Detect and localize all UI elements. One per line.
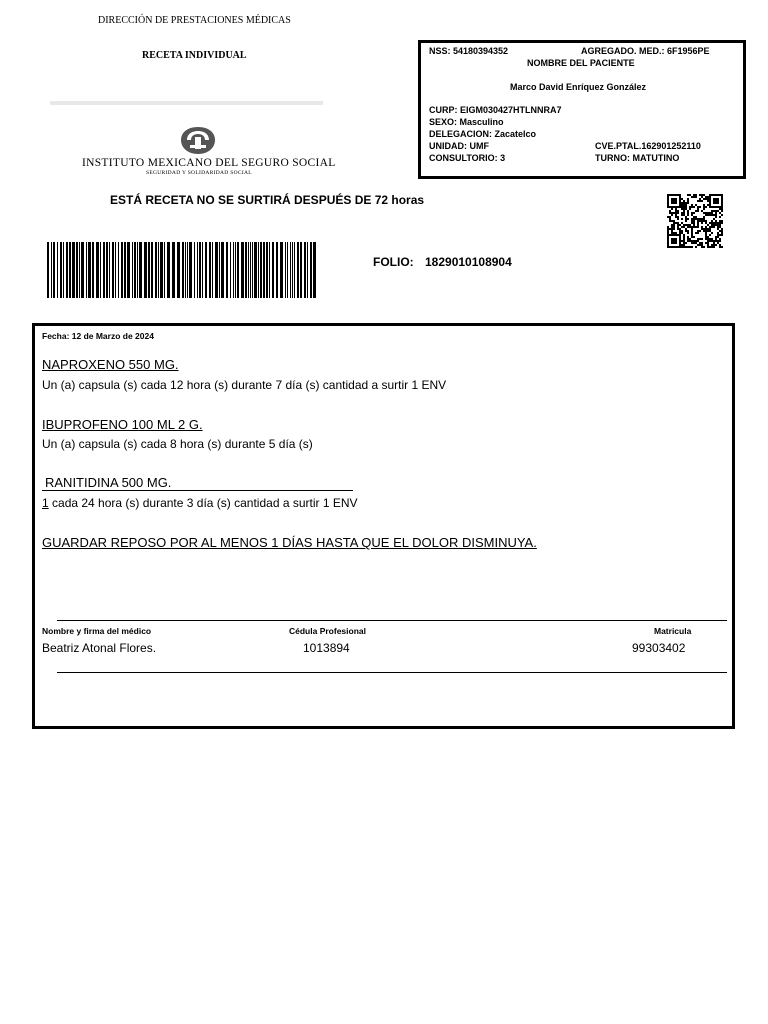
cedula-label: Cédula Profesional [289, 626, 366, 636]
imss-logo-icon [178, 125, 218, 156]
doctor-name-label: Nombre y firma del médico [42, 626, 152, 636]
folio-label: FOLIO: [373, 255, 414, 269]
bottom-line [57, 672, 727, 673]
folio-number: 1829010108904 [425, 255, 512, 269]
dose-quantity: 1 [42, 496, 49, 510]
doctor-cedula: 1013894 [303, 641, 350, 655]
medication-instructions-row [42, 496, 358, 510]
care-instruction: GUARDAR REPOSO POR AL MENOS 1 DÍAS HASTA QUE EL DOLOR DISMINUYA. [42, 535, 537, 550]
turno-field: TURNO: MATUTINO [595, 153, 680, 163]
agregado-field: AGREGADO. MED.: 6F1956PE [581, 46, 710, 56]
curp-field: CURP: EIGM030427HTLNNRA7 [429, 105, 562, 115]
unidad-field: UNIDAD: UMF [429, 141, 489, 151]
doctor-matricula: 99303402 [632, 641, 686, 655]
consultorio-field: CONSULTORIO: 3 [429, 153, 506, 163]
medication-name: NAPROXENO 550 MG. [42, 357, 179, 372]
matricula-label: Matricula [654, 626, 692, 636]
medication-instructions: Un (a) capsula (s) cada 12 hora (s) durante 7 día (s) cantidad a surtir 1 ENV [42, 378, 447, 392]
delegacion-field: DELEGACION: Zacatelco [429, 129, 537, 139]
institution-tagline: SEGURIDAD Y SOLIDARIDAD SOCIAL [146, 170, 252, 176]
department-title: DIRECCIÓN DE PRESTACIONES MÉDICAS [98, 15, 291, 26]
medication-name: IBUPROFENO 100 ML 2 G. [42, 417, 203, 432]
qr-code [667, 194, 723, 248]
medication-name: RANITIDINA 500 MG. [45, 475, 172, 490]
patient-info-box [418, 40, 746, 179]
cve-ptal-field: CVE.PTAL.162901252110 [595, 141, 701, 151]
barcode [45, 242, 321, 298]
patient-name: Marco David Enríquez González [510, 82, 647, 92]
sexo-field: SEXO: Masculino [429, 117, 504, 127]
patient-name-label: NOMBRE DEL PACIENTE [527, 58, 635, 68]
medication-underline [42, 490, 353, 491]
header-divider [50, 101, 323, 105]
medication-instructions: cada 24 hora (s) durante 3 día (s) cantidad a surtir 1 ENV [48, 496, 358, 510]
institution-name: INSTITUTO MEXICANO DEL SEGURO SOCIAL [82, 157, 336, 169]
medication-instructions: Un (a) capsula (s) cada 8 hora (s) durante 5 día (s) [42, 437, 313, 451]
expiry-warning: ESTÁ RECETA NO SE SURTIRÁ DESPUÉS DE 72 horas [110, 193, 425, 207]
document-type-title: RECETA INDIVIDUAL [142, 50, 247, 61]
doctor-name: Beatriz Atonal Flores. [42, 641, 157, 655]
prescription-date: Fecha: 12 de Marzo de 2024 [42, 331, 154, 341]
nss-field: NSS: 54180394352 [429, 46, 509, 56]
signature-line [57, 620, 727, 621]
prescription-box [32, 323, 735, 729]
